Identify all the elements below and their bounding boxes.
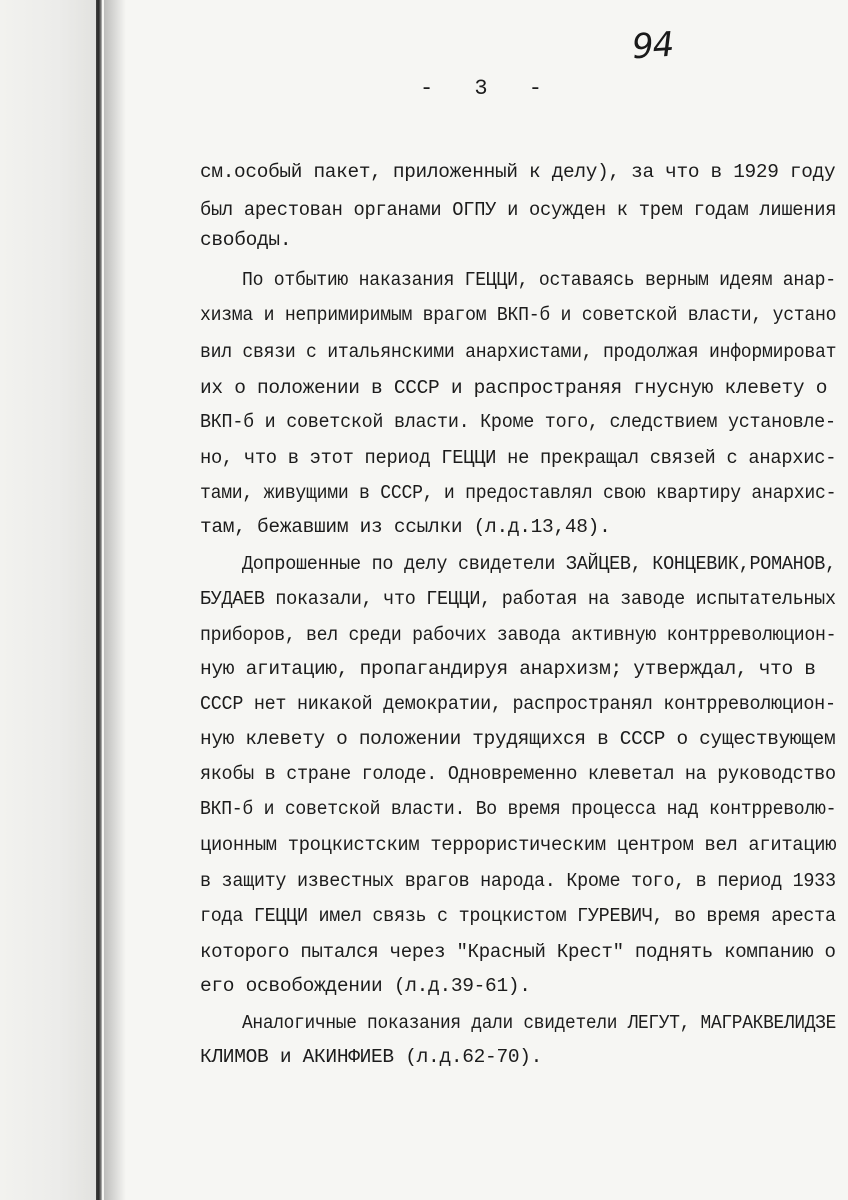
text-line: был арестован органами ОГПУ и осужден к трем годам лишения <box>200 199 837 221</box>
text-line: там, бежавшим из ссылки (л.д.13,48). <box>200 516 611 538</box>
text-line: якобы в стране голоде. Одновременно клеветал на руководство <box>200 763 836 785</box>
text-line: вил связи с итальянскими анархистами, продолжая информироват <box>200 341 837 363</box>
text-line: тами, живущими в СССР, и предоставлял свою квартиру анархис- <box>200 482 837 504</box>
text-line: года ГЕЦЦИ имел связь с троцкистом ГУРЕВИЧ, во время ареста <box>200 905 836 927</box>
text-line: их о положении в СССР и распространяя гнусную клевету о <box>200 377 828 399</box>
text-line: ную агитацию, пропагандируя анархизм; утверждал, что в <box>200 658 816 680</box>
text-line: КЛИМОВ и АКИНФИЕВ (л.д.62-70). <box>200 1046 543 1068</box>
text-line: приборов, вел среди рабочих завода активную контрреволюцион- <box>200 624 837 646</box>
binding-edge <box>96 0 102 1200</box>
page-number: - 3 - <box>420 76 557 101</box>
text-line: ВКП-б и советской власти. Кроме того, следствием установле- <box>200 411 836 433</box>
text-line: которого пытался через "Красный Крест" поднять компанию о <box>200 941 836 963</box>
text-line: в защиту известных врагов народа. Кроме того, в период 1933 <box>200 870 836 892</box>
text-line: Аналогичные показания дали свидетели ЛЕГУТ, МАГРАКВЕЛИДЗЕ <box>242 1012 837 1034</box>
text-line: свободы. <box>200 229 292 251</box>
text-line: ционным троцкистским террористическим центром вел агитацию <box>200 834 837 856</box>
handwritten-sheet-number: 94 <box>630 24 675 68</box>
text-line: По отбытию наказания ГЕЦЦИ, оставаясь верным идеям анар- <box>242 269 836 291</box>
text-line: хизма и непримиримым врагом ВКП-б и советской власти, устано <box>200 304 837 326</box>
binding-margin <box>0 0 96 1200</box>
text-line: его освобождении (л.д.39-61). <box>200 975 531 997</box>
text-line: СССР нет никакой демократии, распространял контрреволюцион- <box>200 693 836 715</box>
text-line: см.особый пакет, приложенный к делу), за что в 1929 году <box>200 161 836 183</box>
text-line: БУДАЕВ показали, что ГЕЦЦИ, работая на заводе испытательных <box>200 588 836 610</box>
binding-shadow <box>104 0 126 1200</box>
text-line: ную клевету о положении трудящихся в СССР о существующем <box>200 728 836 750</box>
text-line: Допрошенные по делу свидетели ЗАЙЦЕВ, КОНЦЕВИК,РОМАНОВ, <box>242 553 836 575</box>
text-line: ВКП-б и советской власти. Во время процесса над контрреволю- <box>200 798 837 820</box>
text-line: но, что в этот период ГЕЦЦИ не прекращал связей с анархис- <box>200 447 837 469</box>
